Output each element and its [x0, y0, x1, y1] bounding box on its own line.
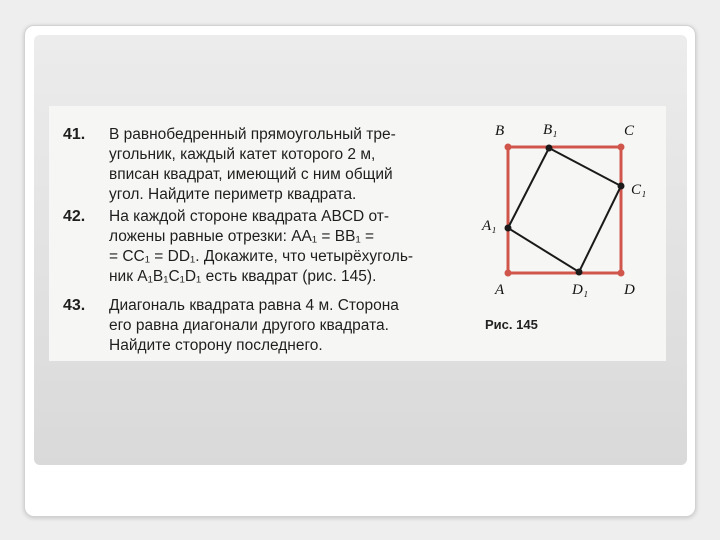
vertex-a1-point	[505, 225, 512, 232]
label-c1: C₁	[631, 182, 647, 198]
problem-number: 42.	[63, 208, 86, 225]
vertex-c-point	[618, 144, 625, 151]
label-d: D	[624, 282, 635, 298]
problem-text-line: Диагональ квадрата равна 4 м. Сторона	[109, 297, 399, 314]
figure-caption: Рис. 145	[485, 317, 538, 332]
inner-square-a1b1c1d1	[508, 148, 621, 272]
vertex-d-point	[618, 270, 625, 277]
problem-text-line: угольник, каждый катет которого 2 м,	[109, 146, 376, 163]
vertex-b1-point	[546, 145, 553, 152]
problem-text-line: вписан квадрат, имеющий с ним общий	[109, 166, 393, 183]
label-a1: A₁	[482, 218, 497, 234]
problem-text-line: = CC₁ = DD₁. Докажите, что четырёхуголь-	[109, 248, 414, 265]
problem-text-line: Найдите сторону последнего.	[109, 337, 323, 354]
problem-text-line: В равнобедренный прямоугольный тре-	[109, 126, 396, 143]
problem-text-line: ложены равные отрезки: AA₁ = BB₁ =	[109, 228, 375, 245]
vertex-b-point	[505, 144, 512, 151]
label-b: B	[495, 123, 505, 139]
label-a: A	[495, 282, 505, 298]
problem-text-line: ник A₁B₁C₁D₁ есть квадрат (рис. 145).	[109, 268, 377, 285]
label-d1: D₁	[572, 282, 589, 298]
problem-number: 41.	[63, 126, 86, 143]
problem-text-line: его равна диагонали другого квадрата.	[109, 317, 389, 334]
figure-145	[49, 106, 666, 361]
problem-text-line: На каждой стороне квадрата ABCD от-	[109, 208, 390, 225]
problem-text-line: угол. Найдите периметр квадрата.	[109, 186, 357, 203]
vertex-a-point	[505, 270, 512, 277]
label-c: C	[624, 123, 635, 139]
vertex-c1-point	[618, 183, 625, 190]
textbook-page-excerpt	[49, 106, 666, 361]
vertex-d1-point	[576, 269, 583, 276]
label-b1: B₁	[543, 122, 558, 138]
problem-number: 43.	[63, 297, 86, 314]
outer-square-abcd	[508, 147, 621, 273]
